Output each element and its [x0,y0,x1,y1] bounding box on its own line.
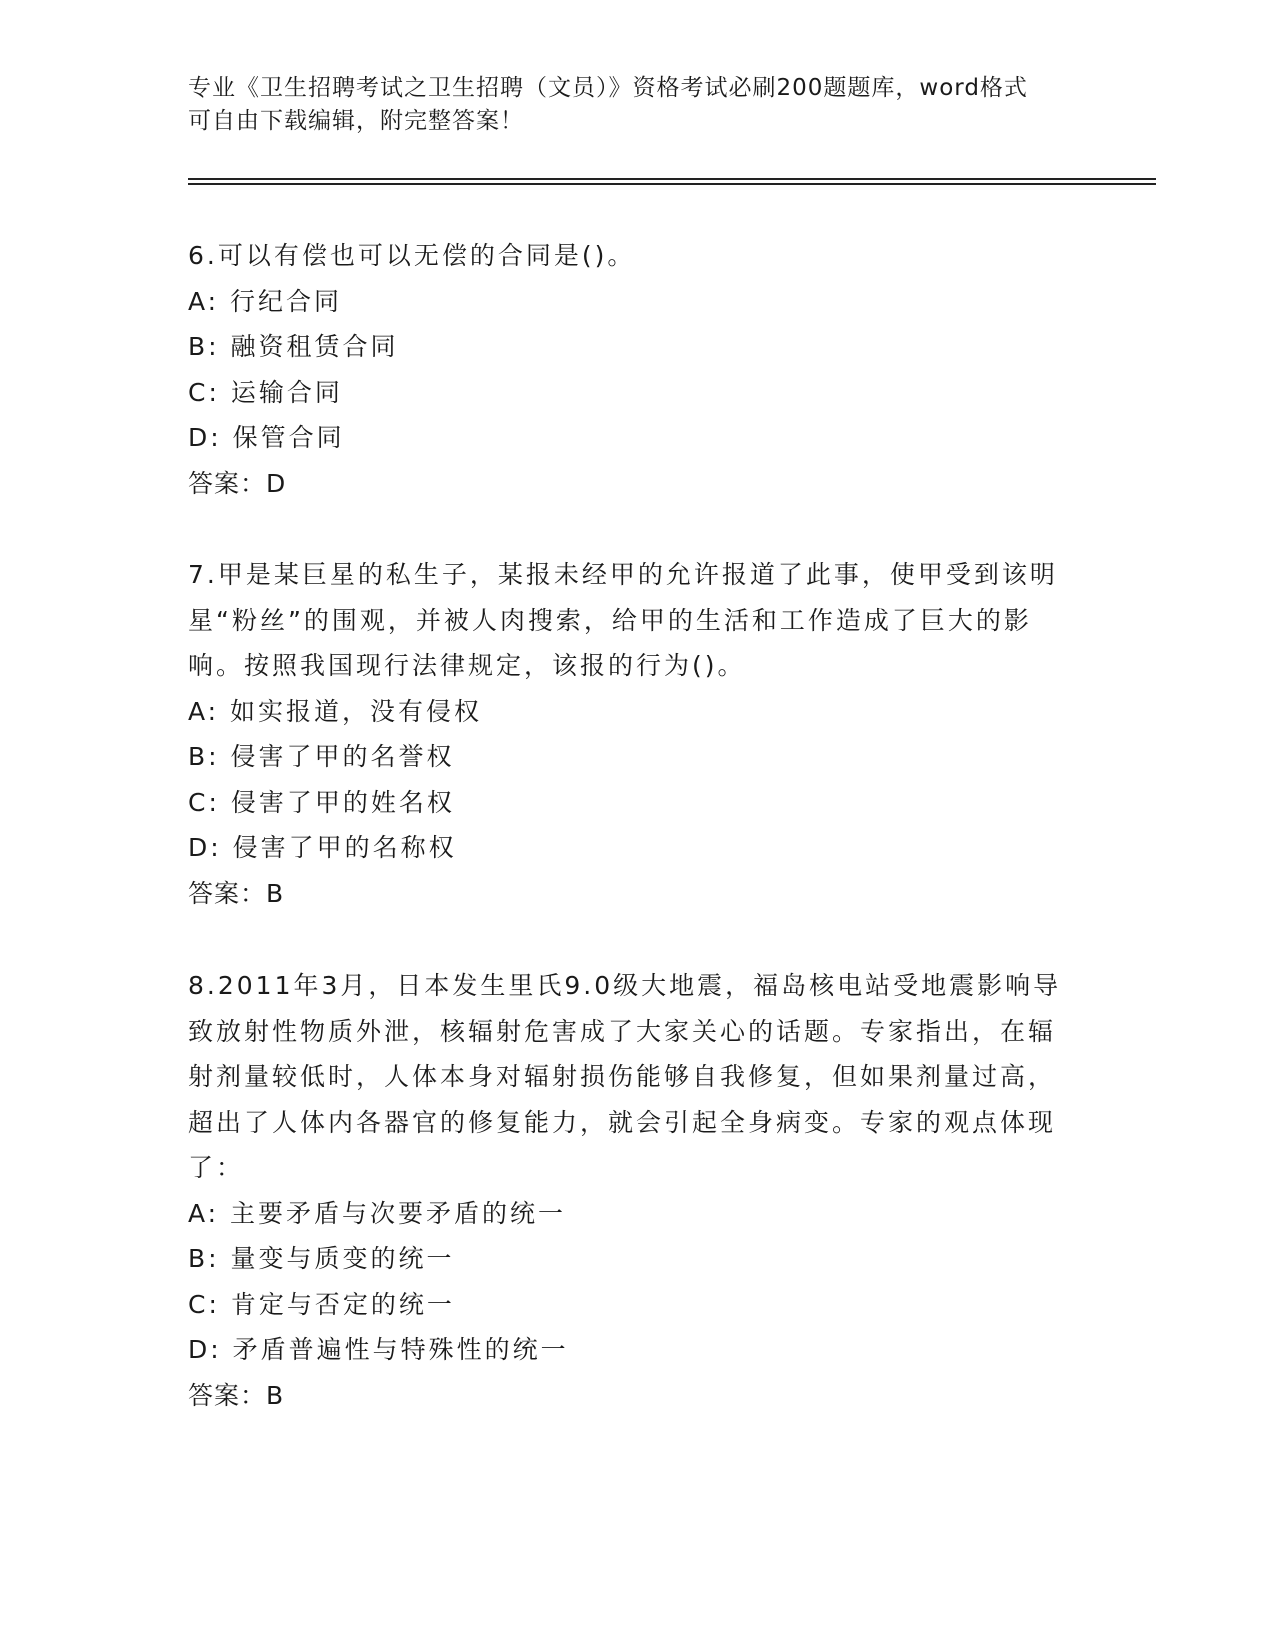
document-header [188,72,1088,138]
answer-line: 答案：D [188,468,287,498]
question-8 [188,963,1068,1418]
header-divider-top [188,178,1156,180]
option-b: B: 侵害了甲的名誉权 [188,742,455,771]
header-line-2: 可自由下载编辑，附完整答案！ [188,108,524,134]
option-a: A: 主要矛盾与次要矛盾的统一 [188,1198,567,1228]
question-stem: 8.2011年3月，日本发生里氏9.0级大地震，福岛核电站受地震影响导致放射性物质外泄，核辐射危害成了大家关心的话题。专家指出，在辐射剂量较低时，人体本身对辐射损伤能够自我修复，但如果剂量过高，超出了人体内各器官的修复能力，就会引起全身病变。专家的观点体现了： [188,971,1062,1182]
question-stem: 6.可以有偿也可以无偿的合同是()。 [188,241,636,270]
option-c: C: 运输合同 [188,377,343,407]
option-d: D: 矛盾普遍性与特殊性的统一 [188,1335,569,1364]
answer-line: 答案：B [188,1380,285,1410]
option-a: A: 行纪合同 [188,286,343,316]
option-b: B: 量变与质变的统一 [188,1244,455,1273]
question-6 [188,233,1068,506]
option-a: A: 如实报道，没有侵权 [188,696,483,726]
question-7 [188,552,1068,916]
option-d: D: 保管合同 [188,423,345,452]
option-d: D: 侵害了甲的名称权 [188,833,457,862]
question-stem: 7.甲是某巨星的私生子，某报未经甲的允许报道了此事，使甲受到该明星“粉丝”的围观，并被人肉搜索，给甲的生活和工作造成了巨大的影响。按照我国现行法律规定，该报的行为()。 [188,560,1058,680]
answer-line: 答案：B [188,878,285,908]
header-line-1: 专业《卫生招聘考试之卫生招聘（文员）》资格考试必刷200题题库，word格式 [188,75,1028,101]
option-c: C: 侵害了甲的姓名权 [188,787,455,817]
option-b: B: 融资租赁合同 [188,332,399,361]
header-divider-bottom [188,183,1156,185]
option-c: C: 肯定与否定的统一 [188,1289,455,1319]
